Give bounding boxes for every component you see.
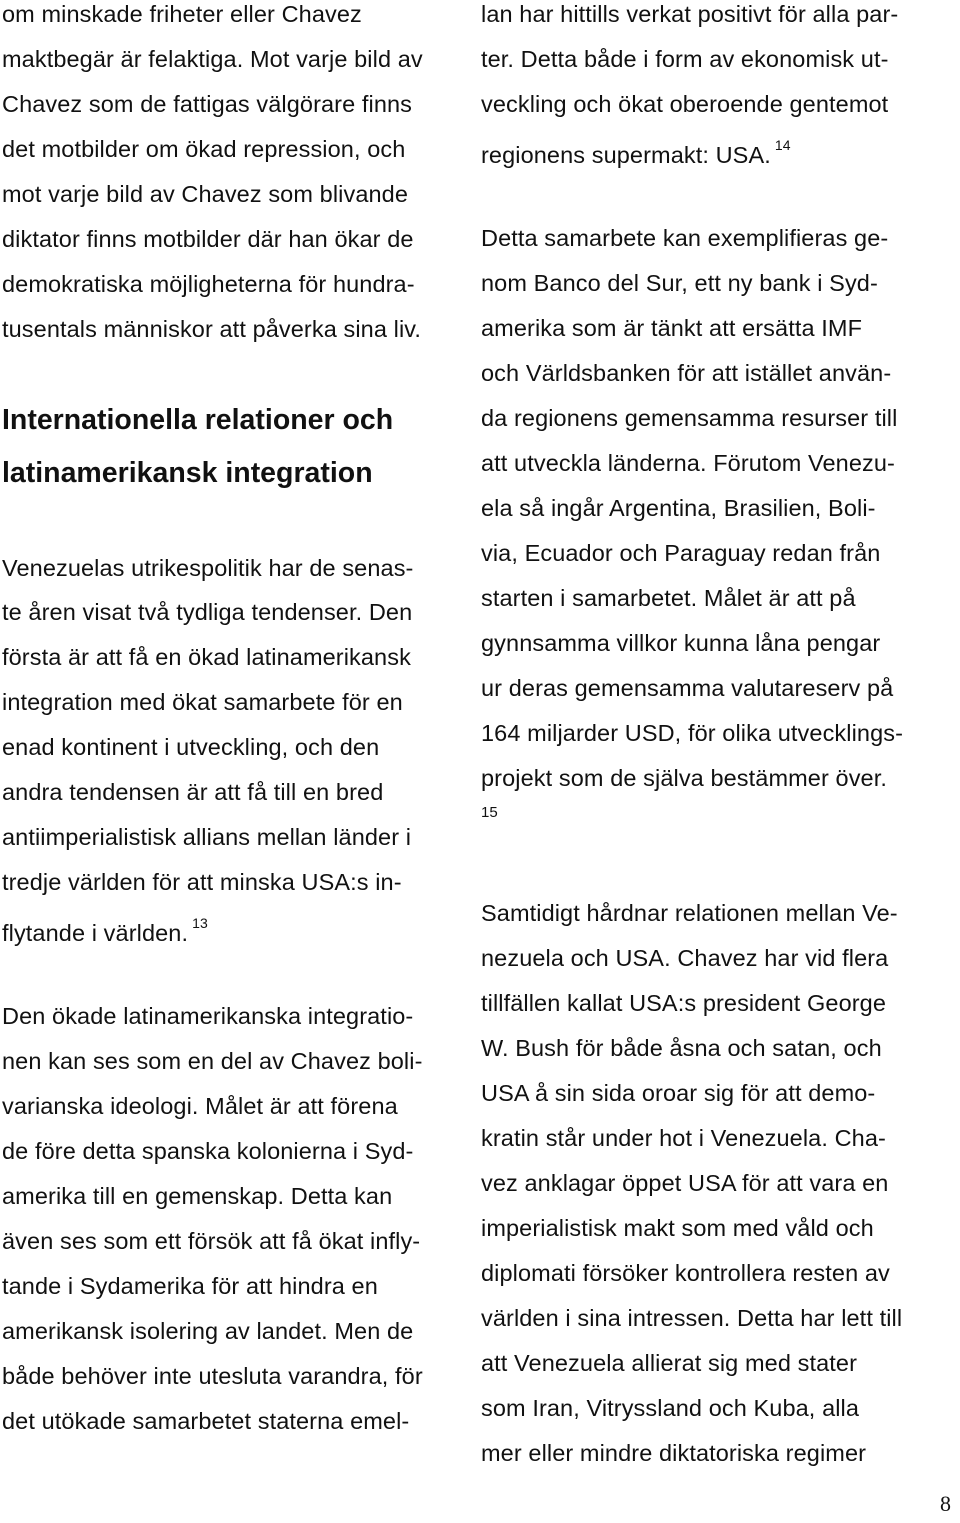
text-line: projekt som de själva bestämmer över. [481,765,887,791]
text-line: vez anklagar öppet USA för att vara en [481,1170,889,1196]
text-line: även ses som ett försök att få ökat infly- [2,1228,421,1254]
text-line: amerikansk isolering av landet. Men de [2,1318,414,1344]
text-line: maktbegär är felaktiga. Mot varje bild av [2,46,423,72]
text-line-content: flytande i världen. [2,919,189,946]
text-line: det utökade samarbetet staterna emel- [2,1408,410,1434]
text-line: tande i Sydamerika för att hindra en [2,1273,378,1299]
text-line: mer eller mindre diktatoriska regimer [481,1440,867,1466]
text-line: amerika till en gemenskap. Detta kan [2,1183,393,1209]
text-line: kratin står under hot i Venezuela. Cha- [481,1125,886,1151]
text-line-content: regionens supermakt: USA. [481,141,771,168]
text-line: Venezuelas utrikespolitik har de senas- [2,555,414,581]
text-line: enad kontinent i utveckling, och den [2,734,380,760]
text-line: te åren visat två tydliga tendenser. Den [2,599,413,625]
section-heading: Internationella relationer och [2,404,394,436]
text-line: varianska ideologi. Målet är att förena [2,1093,398,1119]
text-line: USA å sin sida oroar sig för att demo- [481,1080,876,1106]
text-line: ter. Detta både i form av ekonomisk ut- [481,46,889,72]
text-line: imperialistisk makt som med våld och [481,1215,874,1241]
text-line: nezuela och USA. Chavez har vid flera [481,945,889,971]
text-line: världen i sina intressen. Detta har lett till [481,1305,903,1331]
text-line: som Iran, Vitryssland och Kuba, alla [481,1395,860,1421]
page-number: 8 [940,1491,951,1516]
text-line [481,135,791,169]
text-line: da regionens gemensamma resurser till [481,405,898,431]
text-line: första är att få en ökad latinamerikansk [2,644,411,670]
text-line: tredje världen för att minska USA:s in- [2,869,402,895]
footnote-reference: 13 [192,915,208,931]
text-line: både behöver inte utesluta varandra, för [2,1363,423,1389]
text-line: nen kan ses som en del av Chavez boli- [2,1048,423,1074]
text-line: diplomati försöker kontrollera resten av [481,1260,890,1286]
text-line: starten i samarbetet. Målet är att på [481,585,856,611]
text-line: ela så ingår Argentina, Brasilien, Boli- [481,495,876,521]
text-line: W. Bush för både åsna och satan, och [481,1035,882,1061]
text-line: demokratiska möjligheterna för hundra- [2,271,415,297]
text-line: diktator finns motbilder där han ökar de [2,226,414,252]
section-heading: latinamerikansk integration [2,457,373,489]
text-line: nom Banco del Sur, ett ny bank i Syd- [481,270,878,296]
text-line: lan har hittills verkat positivt för alla par- [481,1,899,27]
text-line: om minskade friheter eller Chavez [2,1,362,27]
text-line: mot varje bild av Chavez som blivande [2,181,408,207]
text-line: amerika som är tänkt att ersätta IMF [481,315,863,341]
text-line [2,913,208,947]
text-line: andra tendensen är att få till en bred [2,779,384,805]
text-line: via, Ecuador och Paraguay redan från [481,540,881,566]
footnote-reference: 15 [481,804,498,821]
text-line: tusentals människor att påverka sina liv. [2,316,422,342]
text-line: att utveckla länderna. Förutom Venezu- [481,450,895,476]
text-line: Samtidigt hårdnar relationen mellan Ve- [481,900,898,926]
text-line: integration med ökat samarbete för en [2,689,403,715]
text-line: veckling och ökat oberoende gentemot [481,91,889,117]
text-line: och Världsbanken för att istället använ- [481,360,892,386]
text-line: ur deras gemensamma valutareserv på [481,675,894,701]
footnote-reference: 14 [774,137,791,153]
text-line: gynnsamma villkor kunna låna pengar [481,630,881,656]
text-line: att Venezuela allierat sig med stater [481,1350,857,1376]
text-line: de före detta spanska kolonierna i Syd- [2,1138,414,1164]
text-line: Chavez som de fattigas välgörare finns [2,91,413,117]
text-line: Den ökade latinamerikanska integratio- [2,1003,414,1029]
text-line: det motbilder om ökad repression, och [2,136,406,162]
text-line: 164 miljarder USD, för olika utvecklings- [481,720,904,746]
text-line: Detta samarbete kan exemplifieras ge- [481,225,889,251]
text-line: tillfällen kallat USA:s president George [481,990,887,1016]
text-line: antiimperialistisk allians mellan länder i [2,824,412,850]
